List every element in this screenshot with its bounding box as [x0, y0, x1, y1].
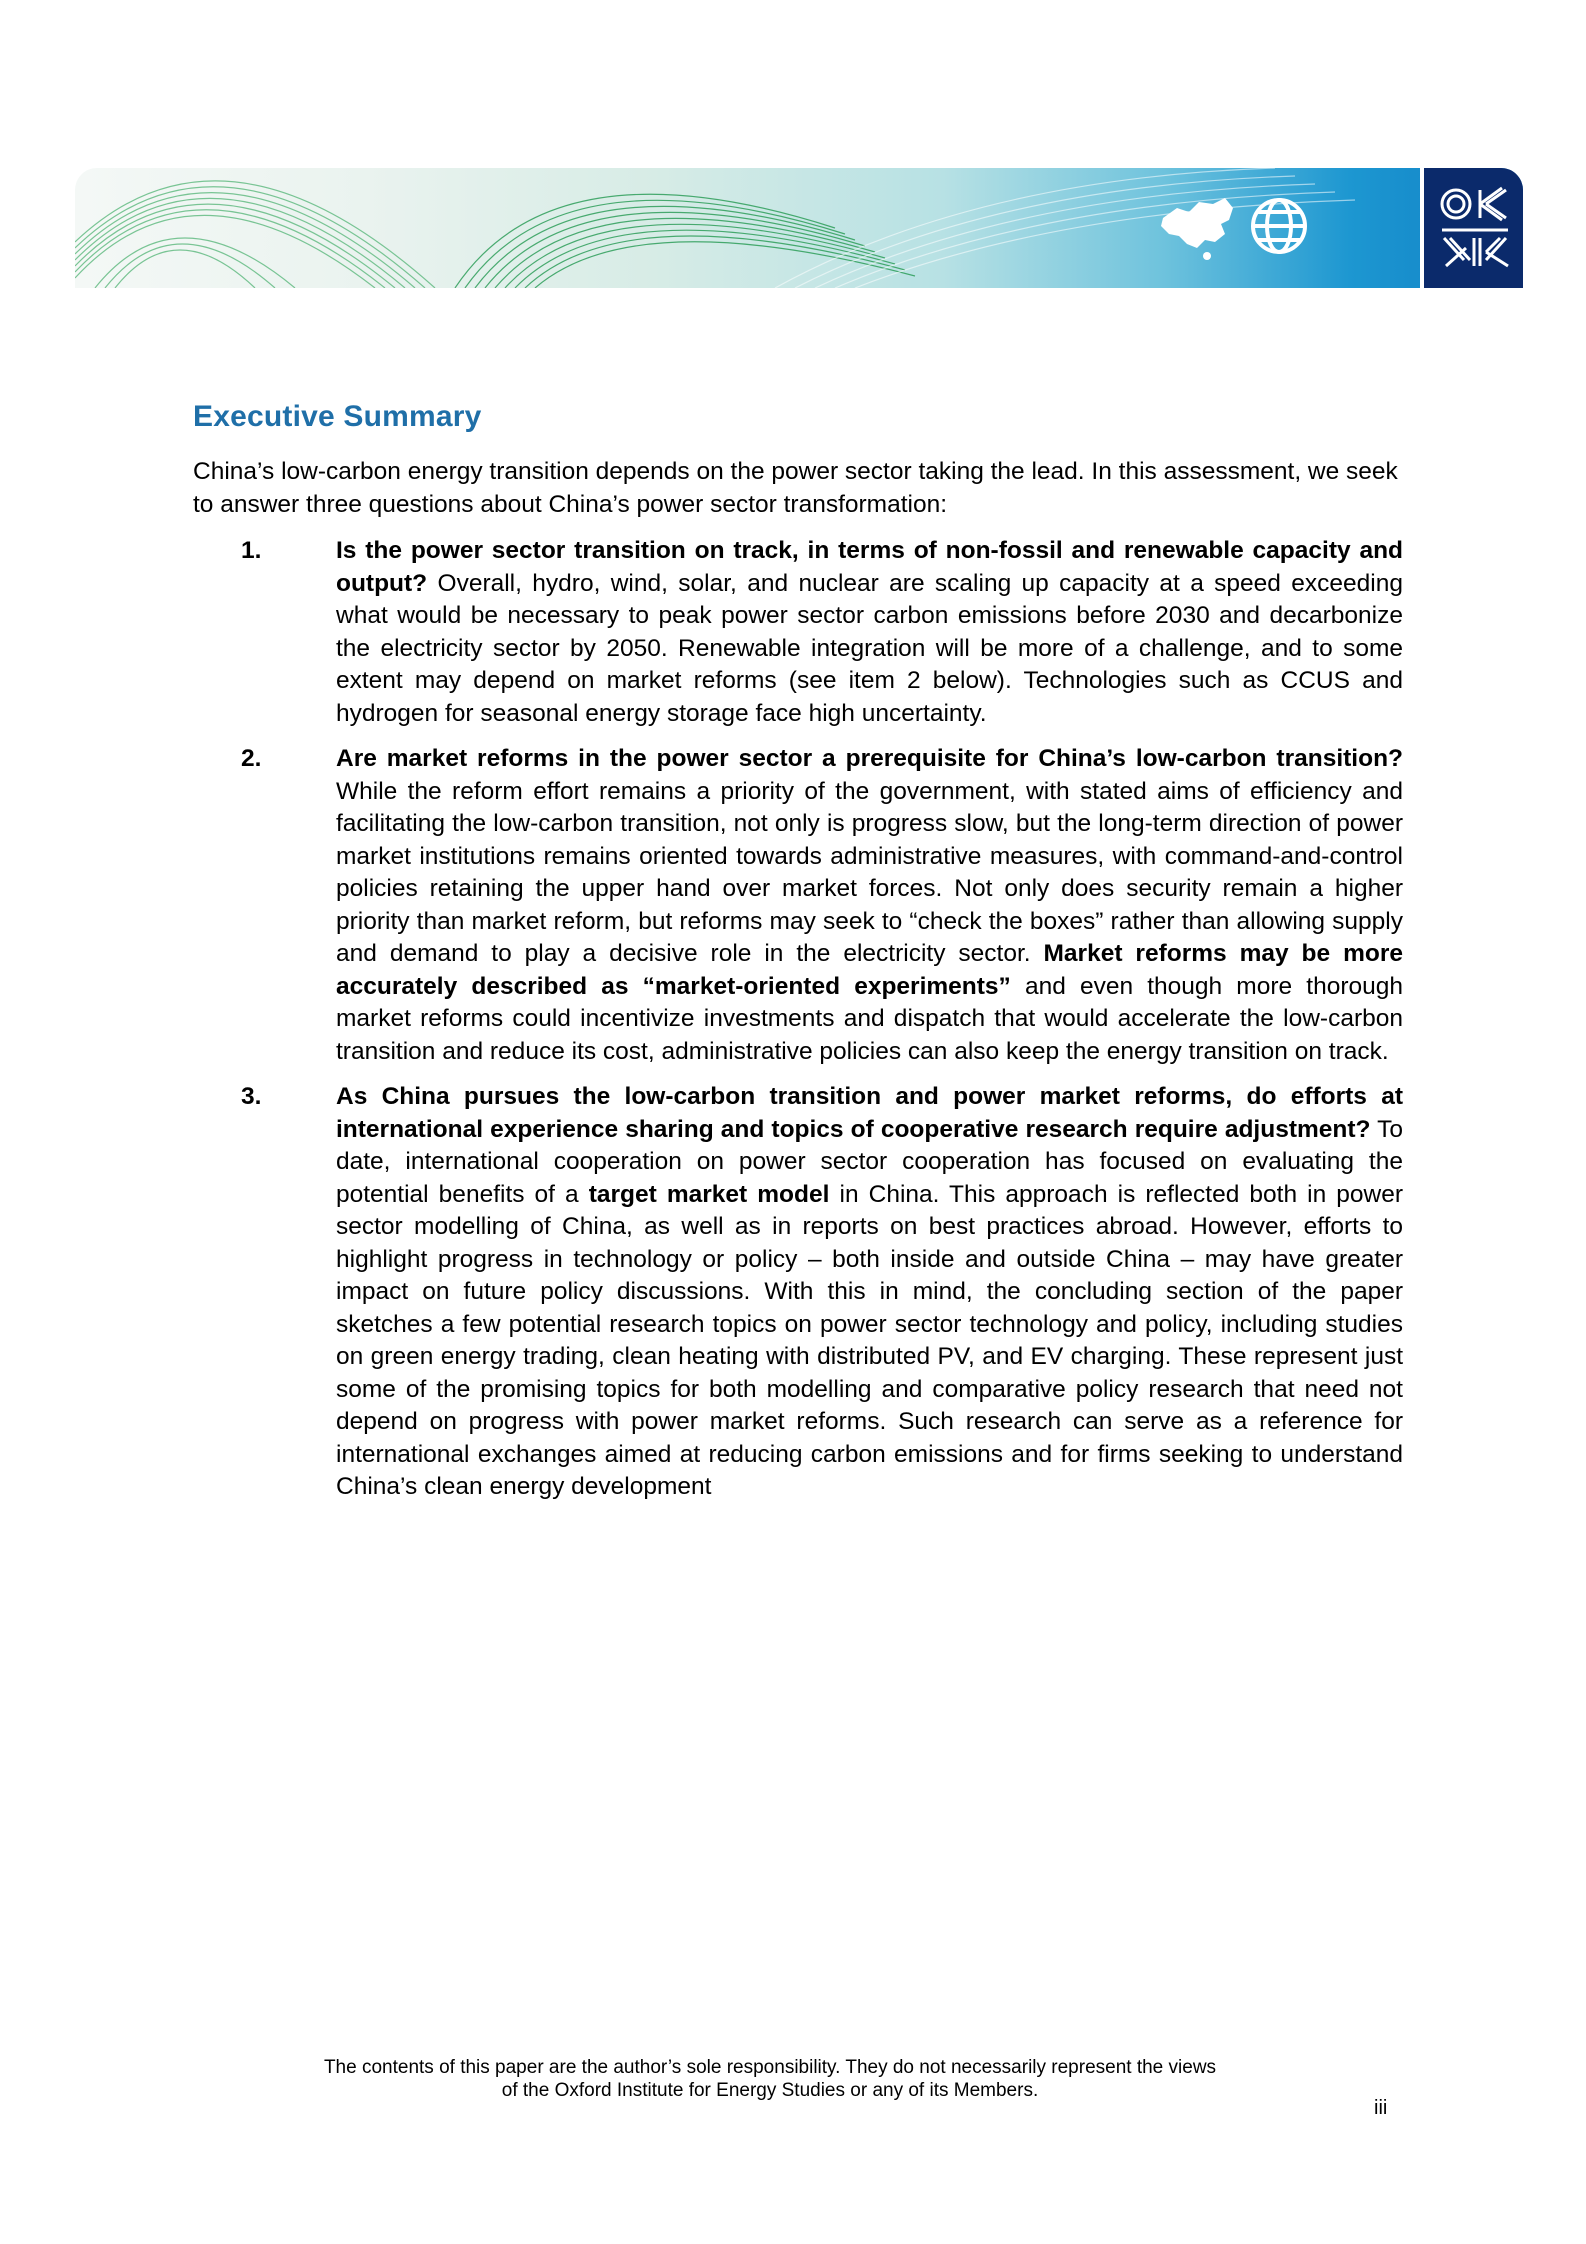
item-answer: While the reform effort remains a priority of the government, with stated aims of efficiency and facilitating the low-carbon transition, not only is progress slow, but the long-term direction of power market institutions remains oriented towards administrative measures, with command-and-control policies retaining the upper hand over market forces. Not only does security remain a higher priority than market reform, but reforms may seek to “check the boxes” rather than allowing supply and demand to play a decisive role in the electricity sector. [336, 777, 1403, 967]
item-question: Is the power sector transition on track, in terms of non-fossil and renewable capacity and output? [336, 537, 1403, 597]
item-question: As China pursues the low-carbon transition and power market reforms, do efforts at international experience sharing and topics of cooperative research require adjustment? [336, 1083, 1403, 1143]
item-number: 2. [241, 745, 262, 772]
item-emphasis: target market model [588, 1180, 830, 1208]
disclaimer-footer [210, 2056, 1330, 2102]
section-title: Executive Summary [193, 400, 482, 433]
page-number: iii [1374, 2097, 1388, 2119]
item-emphasis: Market reforms may be more accurately described as “market-oriented experiments” [336, 940, 1403, 1000]
item-text [336, 1081, 1403, 1504]
item-question: Are market reforms in the power sector a prerequisite for China’s low-carbon transition? [336, 745, 1403, 772]
disclaimer-line: of the Oxford Institute for Energy Studies or any of its Members. [501, 2080, 1039, 2101]
item-answer: in China. This approach is reflected both in power sector modelling of China, as well as in reports on best practices abroad. However, efforts to highlight progress in technology or policy – both inside and outside China – may have greater impact on future policy discussions. With this in mind, the concluding section of the paper sketches a few potential research topics on power sector technology and policy, including studies on green energy trading, clean heating with distributed PV, and EV charging. These represent just some of the promising topics for both modelling and comparative policy research that need not depend on progress with power market reforms. Such research can serve as a reference for international exchanges aimed at reducing carbon emissions and for firms seeking to understand China’s clean energy development [336, 1180, 1403, 1500]
item-text [336, 535, 1403, 730]
item-number: 3. [241, 1083, 262, 1110]
question-list [193, 535, 1403, 1517]
oies-logo-mark [1424, 168, 1523, 288]
item-number: 1. [241, 537, 262, 564]
item-answer: Overall, hydro, wind, solar, and nuclear are scaling up capacity at a speed exceeding what would be necessary to peak power sector carbon emissions before 2030 and decarbonize the electricity sector by 2050. Renewable integration will be more of a challenge, and to some extent may depend on market reforms (see item 2 below). Technologies such as CCUS and hydrogen for seasonal energy storage face high uncertainty. [336, 569, 1403, 727]
item-answer: and even though more thorough market reforms could incentivize investments and dispatch that would accelerate the low-carbon transition and reduce its cost, administrative policies can also keep the energy transition on track. [336, 972, 1403, 1065]
oies-logo [1420, 168, 1523, 288]
header-banner [75, 168, 1523, 288]
list-item [193, 1081, 1403, 1504]
intro-paragraph: China’s low-carbon energy transition depends on the power sector taking the lead. In this assessment, we seek to answer three questions about China’s power sector transformation: [193, 458, 1398, 518]
header-icons [1155, 190, 1395, 270]
item-text [336, 743, 1403, 1068]
item-answer: To date, international cooperation on power sector cooperation has focused on evaluating the potential benefits of a [336, 1115, 1403, 1208]
list-item [193, 535, 1403, 730]
globe-icon [1253, 200, 1305, 252]
disclaimer-line: The contents of this paper are the author’s sole responsibility. They do not necessarily represent the views [323, 2057, 1217, 2078]
china-map-icon [1161, 198, 1233, 260]
list-item [193, 743, 1403, 1068]
